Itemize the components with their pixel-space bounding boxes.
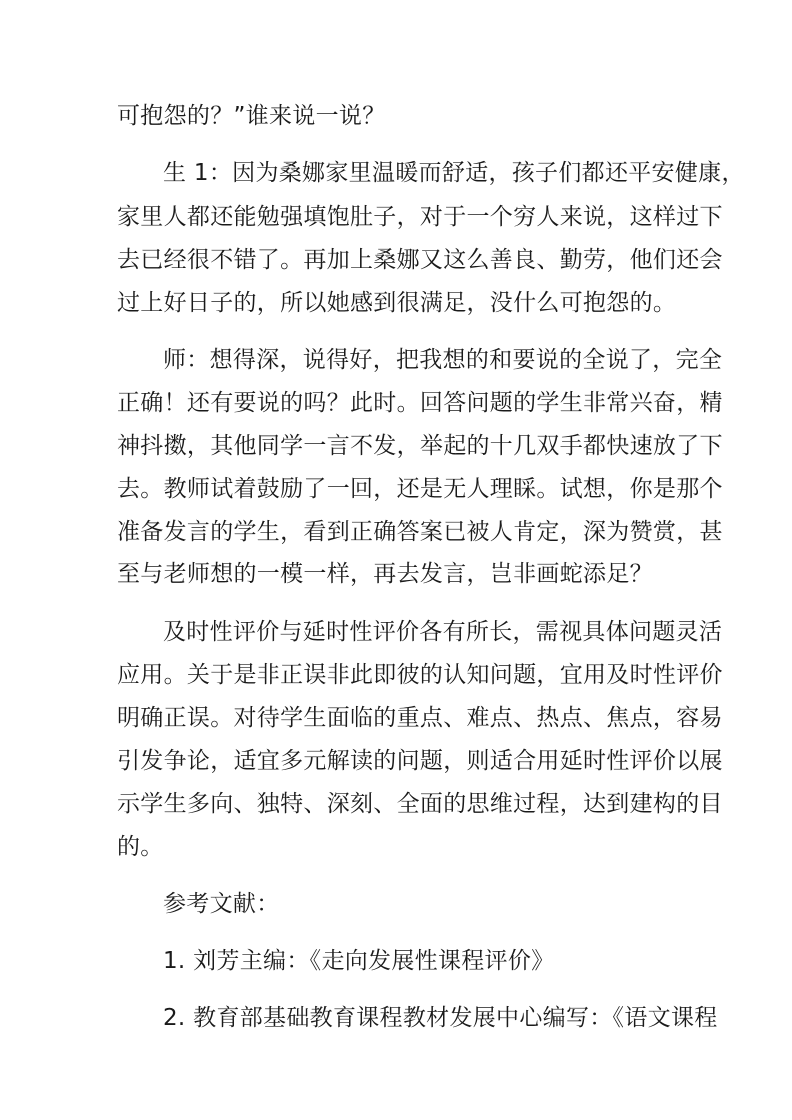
text-line: 示学生多向、独特、深刻、全面的思维过程，达到建构的目 [117,791,723,817]
text-line: 去。教师试着鼓励了一回，还是无人理睬。试想，你是那个 [117,476,723,502]
text-line: 过上好日子的，所以她感到很满足，没什么可抱怨的。 [117,290,677,316]
text-line: 师：想得深，说得好，把我想的和要说的全说了，完全 [163,347,723,373]
text-line: 去已经很不错了。再加上桑娜又这么善良、勤劳，他们还会 [117,247,723,273]
reference-item: 1. 刘芳主编：《走向发展性课程评价》 [163,948,555,974]
text-line: 的。 [117,834,164,860]
text-line: 至与老师想的一模一样，再去发言，岂非画蛇添足？ [117,561,653,587]
references-heading: 参考文献： [163,891,280,917]
text-line: 及时性评价与延时性评价各有所长，需视具体问题灵活 [163,619,723,645]
text-line: 明确正误。对待学生面临的重点、难点、热点、焦点，容易 [117,705,723,731]
text-line: 引发争论，适宜多元解读的问题，则适合用延时性评价以展 [117,748,723,774]
text-line: 正确！还有要说的吗？此时。回答问题的学生非常兴奋，精 [117,390,723,416]
text-line: 应用。关于是非正误非此即彼的认知问题，宜用及时性评价 [117,662,723,688]
text-line: 生 1：因为桑娜家里温暖而舒适，孩子们都还平安健康， [163,160,745,186]
text-line: 准备发言的学生，看到正确答案已被人肯定，深为赞赏，甚 [117,519,723,545]
text-line: 可抱怨的？”谁来说一说？ [117,103,386,129]
reference-item: 2. 教育部基础教育课程教材发展中心编写：《语文课程 [163,1005,718,1031]
text-line: 家里人都还能勉强填饱肚子，对于一个穷人来说，这样过下 [117,204,723,230]
text-line: 神抖擞，其他同学一言不发，举起的十几双手都快速放了下 [117,433,723,459]
